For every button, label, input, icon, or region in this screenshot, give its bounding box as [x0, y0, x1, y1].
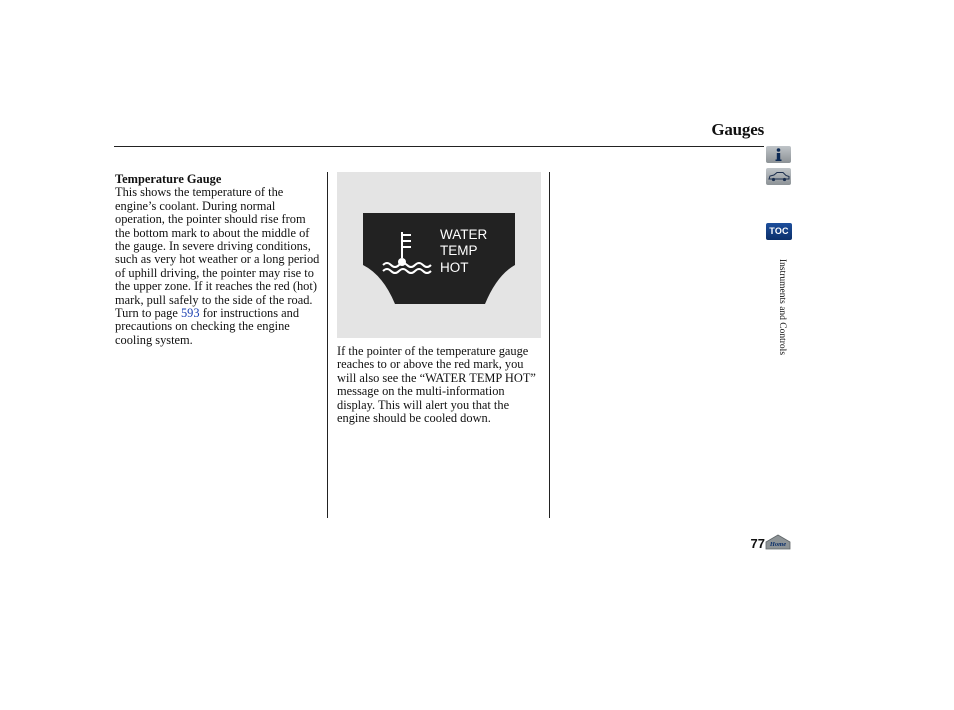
column-divider-1	[327, 172, 328, 518]
display-line-hot: HOT	[440, 260, 469, 275]
info-icon	[766, 146, 791, 163]
title-divider	[114, 146, 764, 147]
display-line-temp: TEMP	[440, 243, 478, 258]
vehicle-button[interactable]	[766, 168, 791, 185]
chapter-side-label: Instruments and Controls	[777, 258, 787, 356]
water-temp-hot-figure	[337, 172, 541, 338]
page-title: Gauges	[711, 120, 764, 139]
body-text-after-link: for instructions and precautions on checking the engine cooling system.	[115, 306, 300, 347]
home-label: Home	[769, 541, 787, 548]
home-icon	[765, 534, 791, 550]
display-message-text: If the pointer of the temperature gauge reaches to or above the red mark, you will also see the “WATER TEMP HOT” message on the multi-information display. This will alert you that the engine should be cooled down.	[337, 344, 536, 426]
section-subheading: Temperature Gauge	[115, 172, 222, 186]
info-button[interactable]	[766, 146, 791, 163]
page-593-link[interactable]: 593	[180, 306, 200, 321]
page-number: 77	[750, 536, 765, 551]
home-button[interactable]	[765, 534, 791, 550]
toc-button[interactable]: TOC	[766, 223, 792, 240]
temperature-gauge-section	[115, 173, 320, 347]
body-text-before-link: This shows the temperature of the engine’s coolant. During normal operation, the pointer should rise from the bottom mark to about the middle of the gauge. In severe driving conditions, such as very hot weather or a long period of uphill driving, the pointer may rise to the upper zone. If it reaches the red (hot) mark, pull safely to the side of the road. Turn to page	[115, 185, 320, 321]
car-icon	[766, 168, 791, 185]
display-line-water: WATER	[440, 227, 488, 242]
column-divider-2	[549, 172, 550, 518]
section-body	[115, 186, 320, 347]
multi-information-display	[337, 172, 541, 338]
